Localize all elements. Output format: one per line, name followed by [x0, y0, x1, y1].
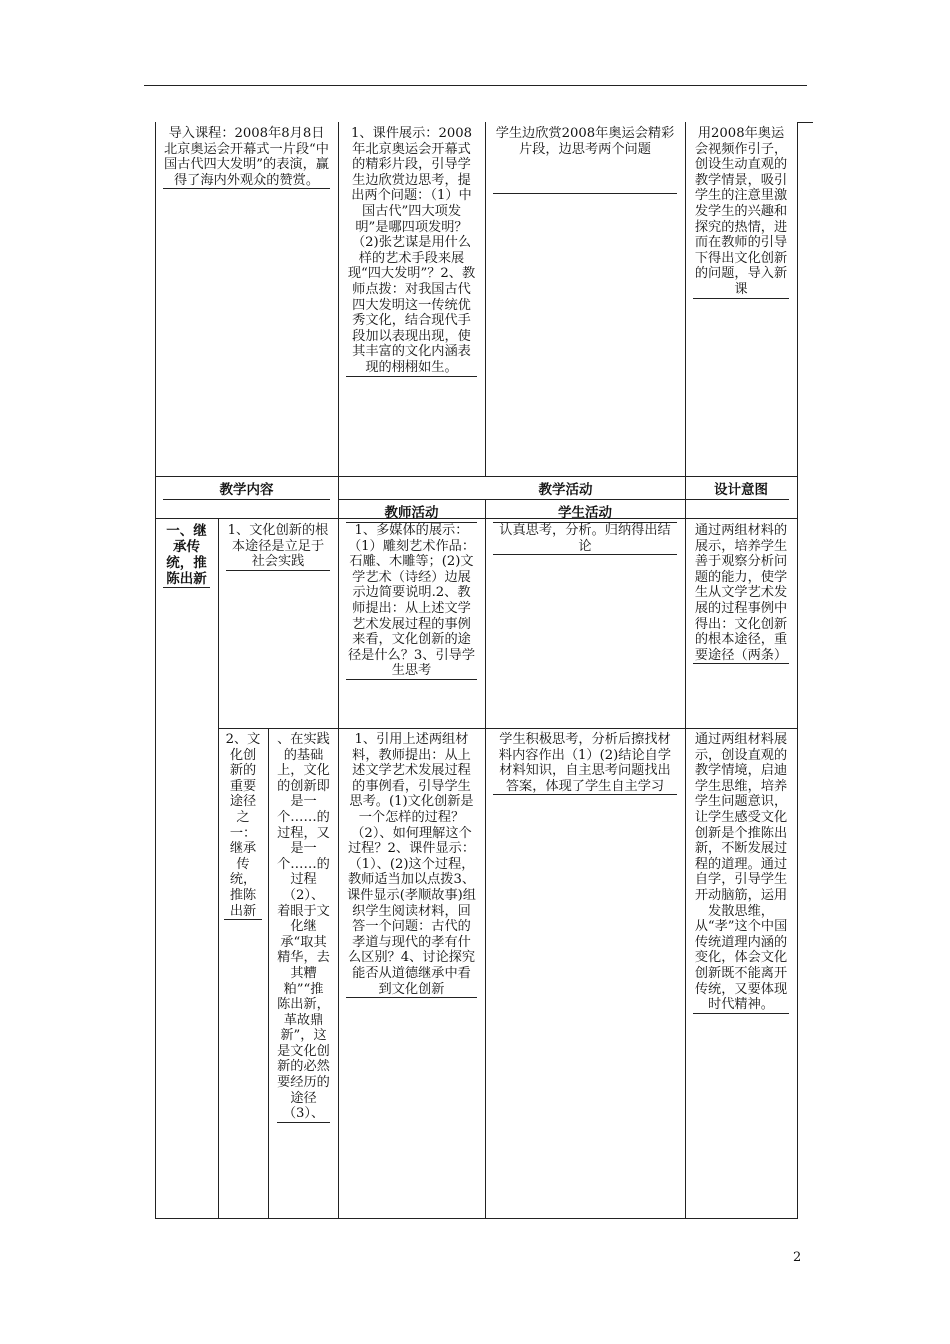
grid-line	[218, 728, 798, 729]
row2-subtopic: 2、文化创新的重要途径之一：继承传统，推陈出新	[225, 732, 261, 919]
grid-line	[685, 122, 686, 1219]
page-number: 2	[793, 1250, 802, 1265]
intro-content-cell	[163, 126, 330, 189]
grid-line	[338, 122, 339, 1219]
intro-teacher-cell	[346, 126, 477, 377]
intro-content-text: 导入课程：2008年8月8日北京奥运会开幕式一片段“中国古代四大发明”的表演，赢得了海内外观众的赞赏。	[164, 126, 329, 188]
intro-student-cell	[493, 126, 677, 157]
row1-teacher-activity: 1、多媒体的展示：（1）雕刻艺术作品：石雕、木雕等；(2)文学艺术（诗经）边展示边简要说明.2、教师提出：从上述文学艺术发展过程的事例来看，文化创新的途径是什么？3、引导学生思考	[347, 523, 476, 679]
grid-line	[155, 476, 798, 477]
grid-line	[155, 1218, 798, 1219]
grid-line	[485, 499, 486, 1219]
header-teaching-content: 教学内容	[163, 478, 330, 500]
row1-design-intent: 通过两组材料的展示，培养学生善于观察分析问题的能力，使学生从文学艺术发展的过程事例中得出：文化创新的根本途径，重要途径（两条）	[694, 523, 788, 663]
header-design-intent: 设计意图	[693, 478, 789, 500]
intro-design-text: 用2008年奥运会视频作引子，创设生动直观的教学情景，吸引学生的注意里激发学生的兴趣和探究的热情，进而在教师的引导下得出文化创新的问题，导入新课	[694, 126, 788, 297]
header-teaching-activity: 教学活动	[346, 478, 785, 500]
intro-student-text: 学生边欣赏2008年奥运会精彩片段，边思考两个问题	[495, 126, 675, 157]
header-student-activity: 学生活动	[493, 501, 677, 523]
grid-line	[218, 518, 219, 1219]
intro-student-rule	[493, 193, 677, 194]
section-title: 一、继承传统，推陈出新	[163, 523, 210, 588]
row2-design-intent: 通过两组材料展示，创设直观的教学情境，启迪学生思维，培养学生问题意识，让学生感受文化创新是个推陈出新，不断发展过程的道理。通过自学，引导学生开动脑筋，运用发散思维，从“孝”这个中国传统道理内涵的变化，体会文化创新既不能离开传统，又要体现时代精神。	[694, 732, 788, 1013]
grid-line	[268, 728, 269, 1219]
row2-teacher-activity: 1、引用上述两组材料，教师提出：从上述文学艺术发展过程的事例看，引导学生思考。(1)文化创新是一个怎样的过程？（2）、如何理解这个过程？2、课件显示：（1）、(2)这个过程，教师适当加以点拨3、课件显示(孝顺故事)组织学生阅读材料，回答一个问题：古代的孝道与现代的孝有什么区别？4、讨论探究能否从道德继承中看到文化创新	[347, 732, 476, 997]
row2-student-activity: 学生积极思考，分析后擦找材料内容作出（1）(2)结论自学材料知识，自主思考问题找出答案，体现了学生自主学习	[493, 732, 677, 795]
row1-subtopic: 1、文化创新的根本途径是立足于社会实践	[227, 523, 329, 570]
header-teacher-activity: 教师活动	[346, 501, 477, 523]
grid-line	[797, 122, 798, 1219]
row1-student-activity: 认真思考，分析。归纳得出结论	[493, 523, 677, 555]
grid-line	[155, 122, 156, 1219]
intro-design-cell	[693, 126, 789, 299]
grid-line	[485, 122, 486, 477]
intro-teacher-text: 1、课件展示：2008年北京奥运会开幕式的精彩片段，引导学生边欣赏边思考，提出两个问题：（1）中国古代”四大项发明”是哪四项发明？（2)张艺谋是用什么样的艺术手段来展现“四大发明”？2、教师点拨：对我国古代四大发明这一传统优秀文化，结合现代手段加以表现出现，使其丰富的文化内涵表现的栩栩如生。	[347, 126, 476, 375]
row2-detail: 、在实践的基础上，文化的创新即是一个……的过程，又是一个……的过程（2）、着眼于文化继承“取其精华，去其糟粕”“推陈出新，革故鼎新”，这是文化创新的必然要经历的途径（3）、	[277, 732, 330, 1122]
header-rule	[144, 85, 807, 86]
table-top-stub	[797, 122, 813, 123]
